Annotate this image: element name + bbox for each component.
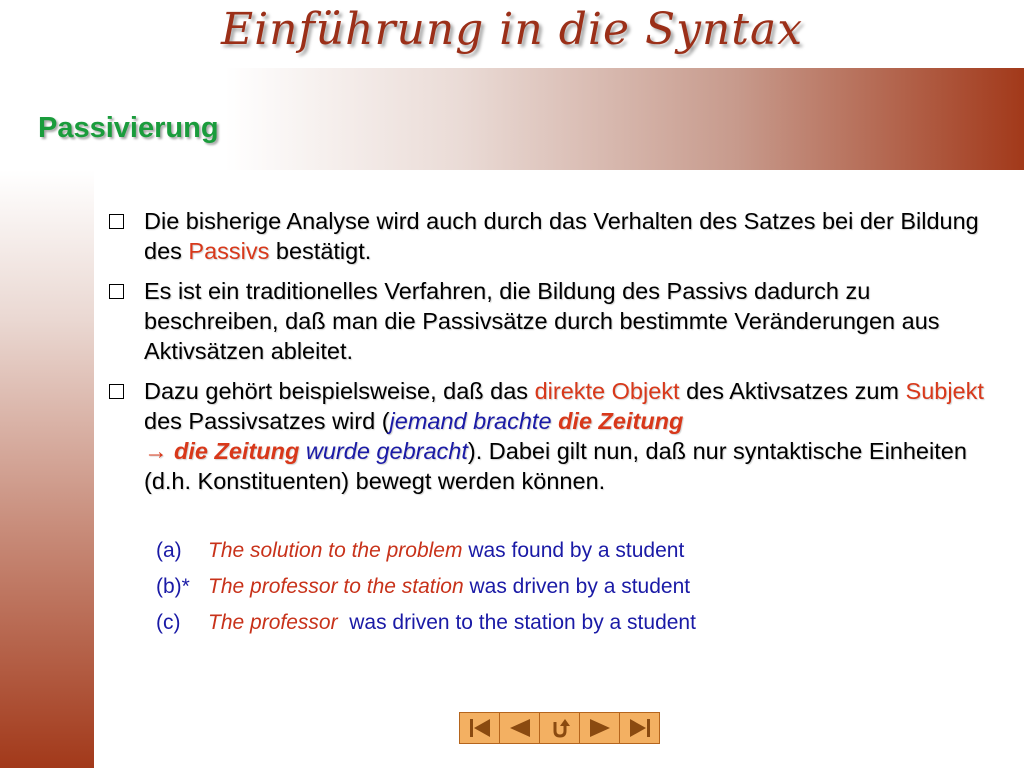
arrow-icon: → (144, 438, 168, 464)
slide-title: Passivierung (38, 112, 219, 144)
first-slide-button[interactable] (460, 713, 500, 743)
banner (0, 0, 1024, 68)
term-direkte-objekt: direkte Objekt (534, 378, 680, 404)
bullet-box-icon (109, 384, 124, 399)
example-active-verb: jemand brachte (389, 408, 552, 434)
example-passive-verb: wurde gebracht (305, 438, 468, 464)
bullet-item (104, 376, 1004, 496)
slide-navigation (459, 712, 660, 744)
example-phrase: The professor to the station (208, 575, 464, 598)
example-rest: was driven by a student (463, 575, 691, 598)
example-rest: was found by a student (462, 539, 685, 562)
term-subjekt: Subjekt (905, 378, 984, 404)
example-list (156, 533, 696, 641)
bullet-text: bestätigt. (269, 238, 372, 264)
left-decorative-bar (0, 170, 94, 768)
example-rest: was driven to the station by a student (337, 611, 696, 634)
example-item (156, 533, 696, 569)
example-label: (b)* (156, 575, 190, 598)
return-button[interactable] (540, 713, 580, 743)
previous-slide-icon (506, 717, 534, 739)
previous-slide-button[interactable] (500, 713, 540, 743)
next-slide-button[interactable] (580, 713, 620, 743)
bullet-item (104, 206, 1004, 266)
example-item (156, 605, 696, 641)
example-subject: die Zeitung (174, 438, 300, 464)
return-icon (546, 717, 574, 739)
bullet-text: Es ist ein traditionelles Verfahren, die Bildung des Passivs dadurch zu beschreiben, daß man die Passivsätze durch bestimmte Veränderungen aus Aktivsätzen ableitet. (144, 278, 940, 364)
example-label: (a) (156, 539, 182, 562)
bullet-text: des Aktivsatzes zum (679, 378, 906, 404)
example-phrase: The solution to the problem (208, 539, 463, 562)
first-slide-icon (466, 717, 494, 739)
bullet-text: Die bisherige Analyse wird auch durch das Verhalten des Satzes bei der Bildung des (144, 208, 979, 264)
bullet-box-icon (109, 214, 124, 229)
banner-title: Einführung in die Syntax (220, 4, 804, 55)
term-passivs: Passivs (188, 238, 270, 264)
bullet-text: ). Dabei gilt nun, daß nur syntaktische Einheiten (d.h. Konstituenten) bewegt werden können. (144, 438, 967, 494)
bullet-item (104, 276, 1004, 366)
example-object: die Zeitung (558, 408, 684, 434)
last-slide-icon (626, 717, 654, 739)
bullet-text: des Passivsatzes wird ( (144, 408, 390, 434)
bullet-box-icon (109, 284, 124, 299)
bullet-text: Dazu gehört beispielsweise, daß das (144, 378, 535, 404)
bullet-list (104, 206, 1004, 506)
last-slide-button[interactable] (620, 713, 659, 743)
next-slide-icon (586, 717, 614, 739)
example-label: (c) (156, 611, 181, 634)
example-phrase: The professor (208, 611, 338, 634)
example-item (156, 569, 696, 605)
